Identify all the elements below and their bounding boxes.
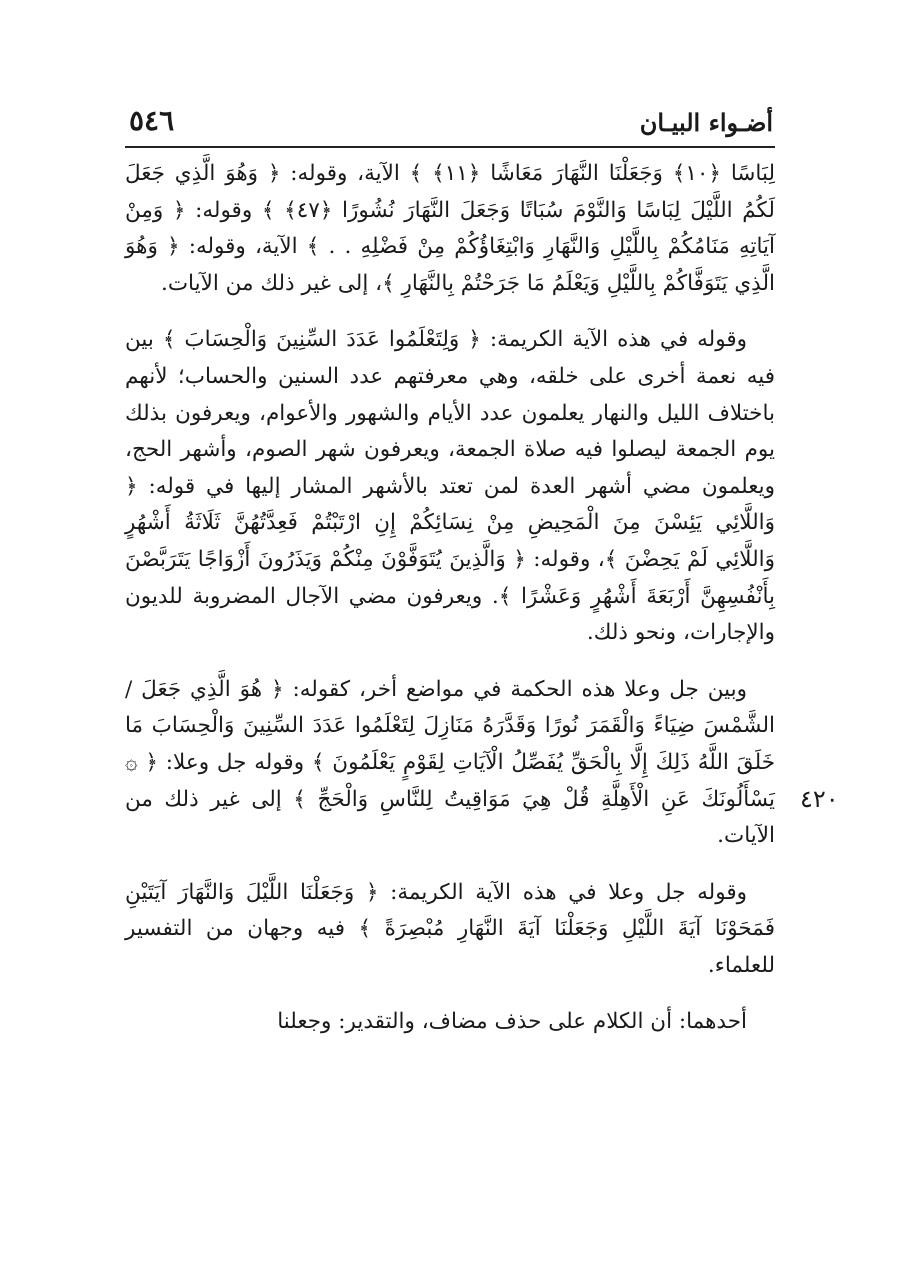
- margin-page-reference: ٤٢٠: [800, 785, 839, 813]
- paragraph-2: وقوله في هذه الآية الكريمة: ﴿ وَلِتَعْلَمُوا عَدَدَ السِّنِينَ وَالْحِسَابَ ﴾ بين فيه نعمة أخرى على خلقه، وهي معرفتهم عدد السنين والحساب؛ لأنهم باختلاف الليل والنهار يعلمون عدد الأيام والشهور والأعوام، ويعرفون بذلك يوم الجمعة ليصلوا فيه صلاة الجمعة، ويعرفون شهر الصوم، وأشهر الحج، ويعلمون مضي أشهر العدة لمن تعتد بالأشهر المشار إليها في قوله: ﴿ وَاللَّائِي يَئِسْنَ مِنَ الْمَحِيضِ مِنْ نِسَائِكُمْ إِنِ ارْتَبْتُمْ فَعِدَّتُهُنَّ ثَلَاثَةُ أَشْهُرٍ وَاللَّائِي لَمْ يَحِضْنَ ﴾، وقوله: ﴿ وَالَّذِينَ يُتَوَفَّوْنَ مِنْكُمْ وَيَذَرُونَ أَزْوَاجًا يَتَرَبَّصْنَ بِأَنْفُسِهِنَّ أَرْبَعَةَ أَشْهُرٍ وَعَشْرًا ﴾. ويعرفون مضي الآجال المضروبة للديون والإجارات، ونحو ذلك.: [125, 327, 775, 646]
- paragraph-1: لِبَاسًا ﴿١٠﴾ وَجَعَلْنَا النَّهَارَ مَعَاشًا ﴿١١﴾ ﴾ الآية، وقوله: ﴿ وَهُوَ الَّذِي جَعَلَ لَكُمُ اللَّيْلَ لِبَاسًا وَالنَّوْمَ سُبَاتًا وَجَعَلَ النَّهَارَ نُشُورًا ﴿٤٧﴾ ﴾ وقوله: ﴿ وَمِنْ آيَاتِهِ مَنَامُكُمْ بِاللَّيْلِ وَالنَّهَارِ وَابْتِغَاؤُكُمْ مِنْ فَضْلِهِ . . ﴾ الآية، وقوله: ﴿ وَهُوَ الَّذِي يَتَوَفَّاكُمْ بِاللَّيْلِ وَيَعْلَمُ مَا جَرَحْتُمْ بِالنَّهَارِ ﴾، إلى غير ذلك من الآيات.: [125, 161, 775, 296]
- body-text: [125, 156, 775, 1061]
- book-title: أضـواء البيـان: [639, 108, 773, 137]
- page-header: [125, 100, 775, 148]
- paragraph-4: وقوله جل وعلا في هذه الآية الكريمة: ﴿ وَجَعَلْنَا اللَّيْلَ وَالنَّهَارَ آيَتَيْنِ فَمَحَوْنَا آيَةَ اللَّيْلِ وَجَعَلْنَا آيَةَ النَّهَارِ مُبْصِرَةً ﴾ فيه وجهان من التفسير للعلماء.: [125, 879, 775, 978]
- paragraph-3: وبين جل وعلا هذه الحكمة في مواضع أخر، كقوله: ﴿ هُوَ الَّذِي جَعَلَ / الشَّمْسَ ضِيَاءً وَالْقَمَرَ نُورًا وَقَدَّرَهُ مَنَازِلَ لِتَعْلَمُوا عَدَدَ السِّنِينَ وَالْحِسَابَ مَا خَلَقَ اللَّهُ ذَلِكَ إِلَّا بِالْحَقِّ يُفَصِّلُ الْآيَاتِ لِقَوْمٍ يَعْلَمُونَ ﴾ وقوله جل وعلا: ﴿ ۞ يَسْأَلُونَكَ عَنِ الْأَهِلَّةِ قُلْ هِيَ مَوَاقِيتُ لِلنَّاسِ وَالْحَجِّ ﴾ إلى غير ذلك من الآيات.: [125, 676, 775, 849]
- paragraph-5: أحدهما: أن الكلام على حذف مضاف، والتقدير: وجعلنا: [277, 1009, 747, 1035]
- page-number: ٥٤٦: [129, 104, 175, 137]
